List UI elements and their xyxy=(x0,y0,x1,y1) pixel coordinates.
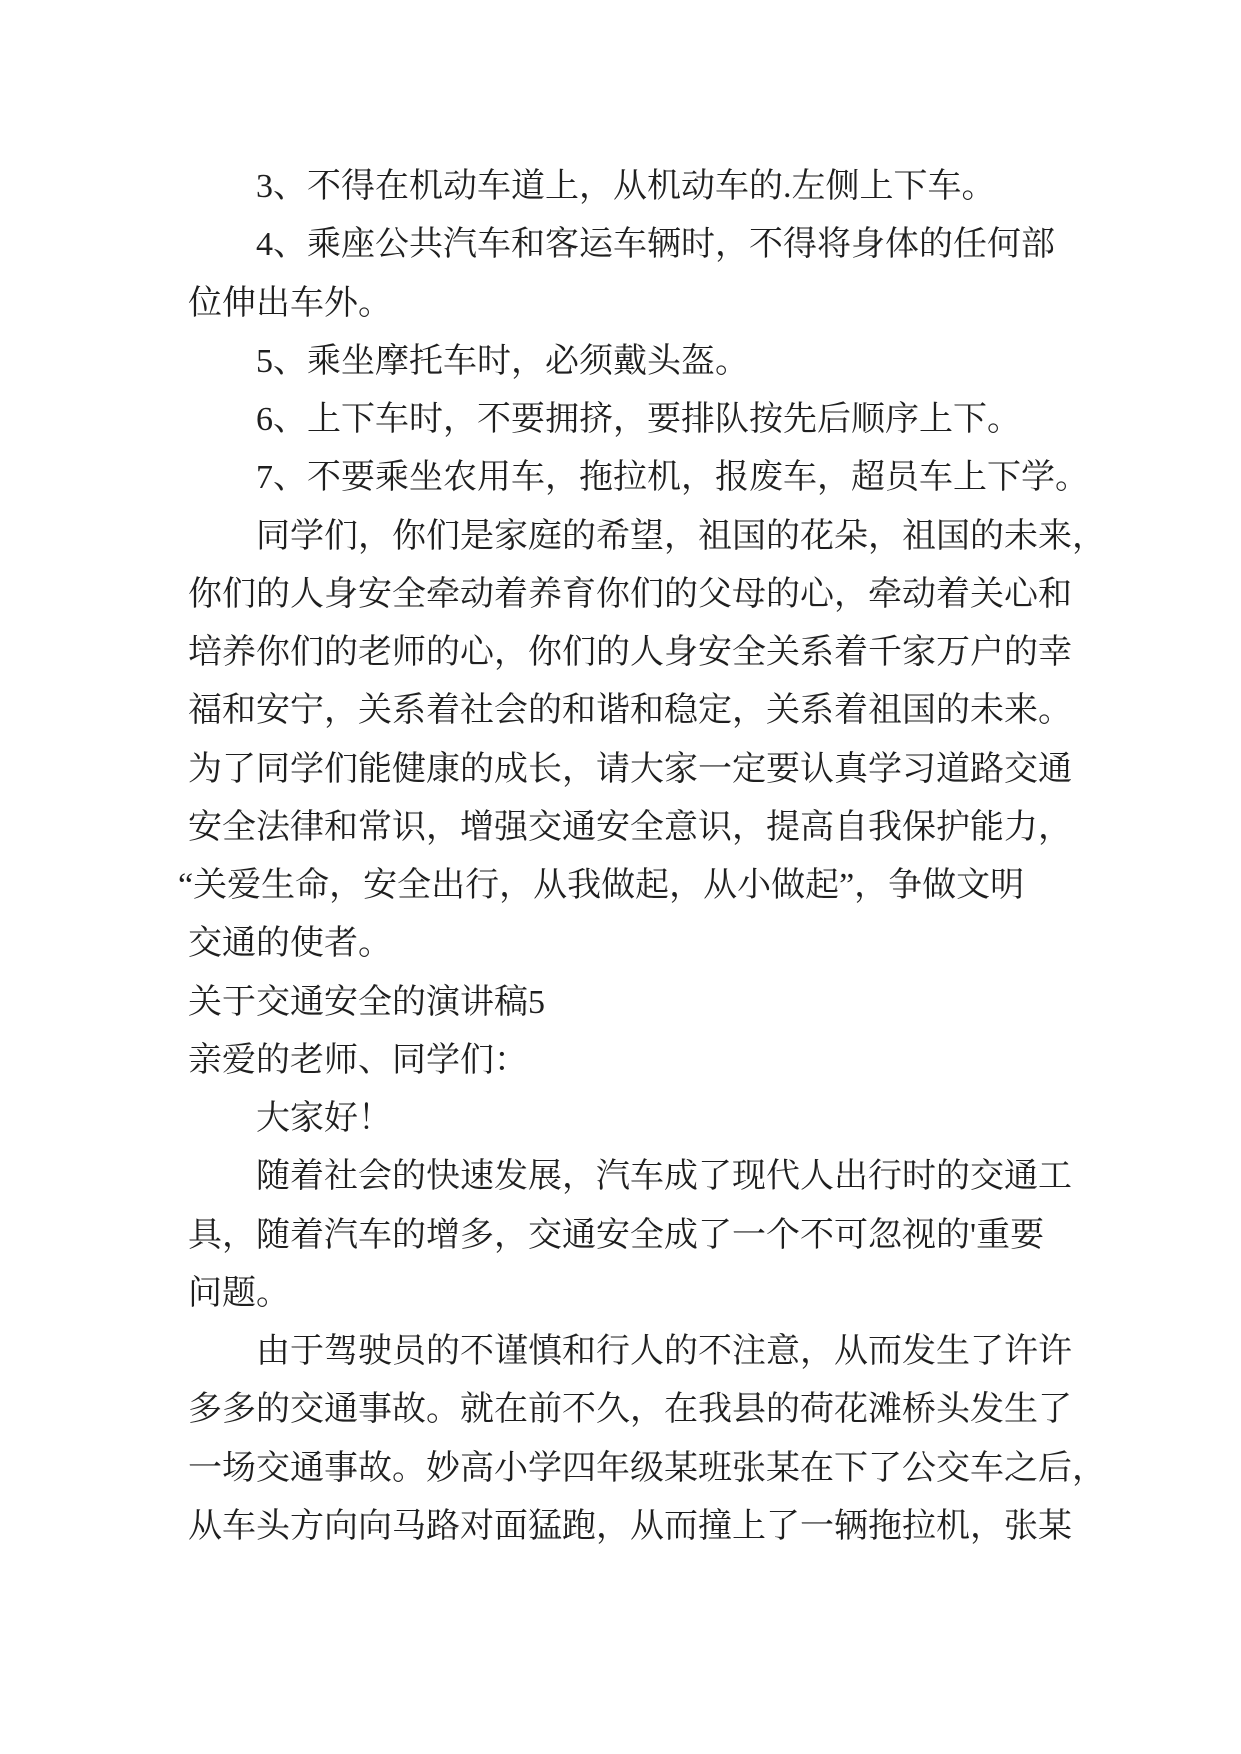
speech-text-block xyxy=(178,158,1106,1556)
paragraph-line: 由于驾驶员的不谨慎和行人的不注意，从而发生了许许 xyxy=(256,1333,1072,1370)
paragraph-line: 多多的交通事故。就在前不久，在我县的荷花滩桥头发生了 xyxy=(188,1391,1072,1429)
paragraph-line: 培养你们的老师的心，你们的人身安全关系着千家万户的幸 xyxy=(188,634,1072,671)
paragraph-line: 交通的使者。 xyxy=(188,925,392,963)
paragraph-line: 你们的人身安全牵动着养育你们的父母的心，牵动着关心和 xyxy=(188,575,1072,613)
greeting-line: 大家好！ xyxy=(256,1100,392,1137)
paragraph-line: 从车头方向向马路对面猛跑，从而撞上了一辆拖拉机，张某 xyxy=(188,1507,1072,1545)
list-item-7: 7、不要乘坐农用车，拖拉机，报废车，超员车上下学。 xyxy=(256,459,1089,497)
salutation-line: 亲爱的老师、同学们： xyxy=(188,1041,528,1079)
list-item-6: 6、上下车时，不要拥挤，要排队按先后顺序上下。 xyxy=(256,401,1021,438)
paragraph-line: 一场交通事故。妙高小学四年级某班张某在下了公交车之后， xyxy=(188,1449,1106,1487)
paragraph-line: 问题。 xyxy=(188,1274,290,1312)
paragraph-line: 安全法律和常识，增强交通安全意识，提高自我保护能力， xyxy=(188,808,1072,846)
list-item-4-cont: 位伸出车外。 xyxy=(188,284,392,322)
list-item-5: 5、乘坐摩托车时，必须戴头盔。 xyxy=(256,342,749,380)
list-item-4: 4、乘座公共汽车和客运车辆时，不得将身体的任何部 xyxy=(256,226,1055,264)
paragraph-line: 随着社会的快速发展，汽车成了现代人出行时的交通工 xyxy=(256,1158,1072,1196)
paragraph-line: 福和安宁，关系着社会的和谐和稳定，关系着祖国的未来。 xyxy=(188,692,1072,730)
paragraph-line: 为了同学们能健康的成长，请大家一定要认真学习道路交通 xyxy=(188,750,1072,788)
paragraph-line-quote: “关爱生命，安全出行，从我做起，从小做起”，争做文明 xyxy=(178,867,1025,904)
section-heading: 关于交通安全的演讲稿5 xyxy=(188,983,545,1021)
paragraph-line: 同学们，你们是家庭的希望，祖国的花朵，祖国的未来， xyxy=(256,517,1106,555)
list-item-3: 3、不得在机动车道上，从机动车的.左侧上下车。 xyxy=(256,168,996,205)
paragraph-line: 具，随着汽车的增多，交通安全成了一个不可忽视的'重要 xyxy=(188,1216,1045,1254)
